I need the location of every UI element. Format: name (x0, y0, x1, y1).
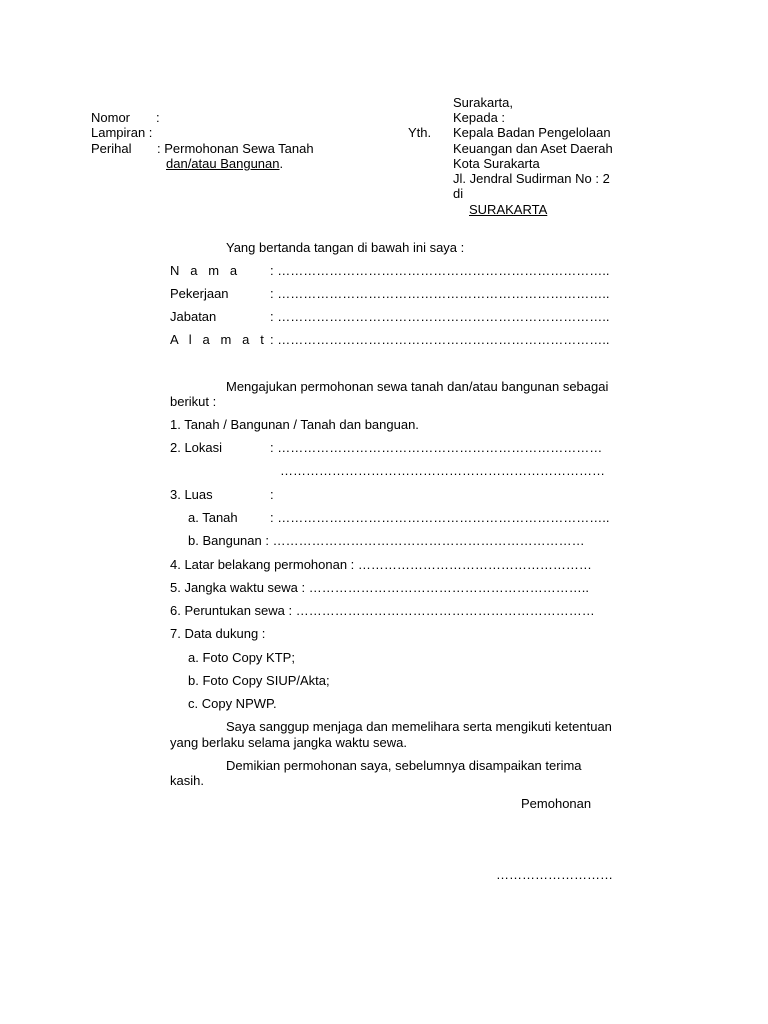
intro-text: Yang bertanda tangan di bawah ini saya : (226, 240, 465, 255)
item-1: 1. Tanah / Bangunan / Tanah dan banguan. (170, 417, 419, 432)
item-2-value-line2: ………………………………………………………………… (280, 463, 605, 478)
kepada-label: Kepada : (453, 110, 506, 125)
perihal-period: . (279, 156, 284, 171)
signature-line: ……………………… (496, 867, 613, 882)
closing-p1-line2: yang berlaku selama jangka waktu sewa. (170, 735, 408, 750)
field-pekerjaan-label: Pekerjaan (170, 286, 229, 301)
lampiran-label: Lampiran : (91, 125, 153, 140)
field-jabatan-value: : ………………………………………………………………….. (270, 309, 610, 324)
signer-label: Pemohonan (521, 796, 592, 811)
request-line2: berikut : (170, 394, 217, 409)
perihal-value-line2 (166, 156, 283, 171)
field-nama-label: N a m a (170, 263, 241, 278)
nomor-label: Nomor (91, 110, 131, 125)
address-line1: Kepala Badan Pengelolaan (453, 125, 611, 140)
item-3-colon: : (270, 487, 274, 502)
item-4: 4. Latar belakang permohonan : ……………………………………………… (170, 557, 592, 572)
item-2-label: 2. Lokasi (170, 440, 223, 455)
address-line3: Kota Surakarta (453, 156, 540, 171)
field-pekerjaan-value: : ………………………………………………………………….. (270, 286, 610, 301)
item-3-label: 3. Luas (170, 487, 213, 502)
item-5: 5. Jangka waktu sewa : ……………………………………………………….. (170, 580, 589, 595)
item-2-value: : ………………………………………………………………… (270, 440, 603, 455)
yth-label: Yth. (408, 125, 432, 140)
item-3b: b. Bangunan : ……………………………………………………………… (188, 533, 585, 548)
address-line2: Keuangan dan Aset Daerah (453, 141, 613, 156)
request-line1: Mengajukan permohonan sewa tanah dan/atau bangunan sebagai (226, 379, 609, 394)
address-line4: Jl. Jendral Sudirman No : 2 (453, 171, 610, 186)
address-di: di (453, 186, 464, 201)
city-date: Surakarta, (453, 95, 513, 110)
field-alamat-value: : ………………………………………………………………….. (270, 332, 610, 347)
field-jabatan-label: Jabatan (170, 309, 217, 324)
address-city: SURAKARTA (469, 202, 548, 217)
perihal-label: Perihal (91, 141, 132, 156)
closing-p2-line1: Demikian permohonan saya, sebelumnya disampaikan terima (226, 758, 582, 773)
item-7b: b. Foto Copy SIUP/Akta; (188, 673, 330, 688)
item-7: 7. Data dukung : (170, 626, 266, 641)
field-nama-value: : ………………………………………………………………….. (270, 263, 610, 278)
nomor-colon: : (156, 110, 160, 125)
item-7a: a. Foto Copy KTP; (188, 650, 295, 665)
item-6: 6. Peruntukan sewa : …………………………………………………………… (170, 603, 595, 618)
item-3a-value: : ………………………………………………………………….. (270, 510, 610, 525)
closing-p2-line2: kasih. (170, 773, 204, 788)
item-7c: c. Copy NPWP. (188, 696, 277, 711)
perihal-value: : Permohonan Sewa Tanah (157, 141, 314, 156)
field-alamat-label: A l a m a t (170, 332, 268, 347)
item-3a-label: a. Tanah (188, 510, 238, 525)
closing-p1-line1: Saya sanggup menjaga dan memelihara serta mengikuti ketentuan (226, 719, 612, 734)
perihal-subject-underlined: dan/atau Bangunan (166, 156, 280, 171)
